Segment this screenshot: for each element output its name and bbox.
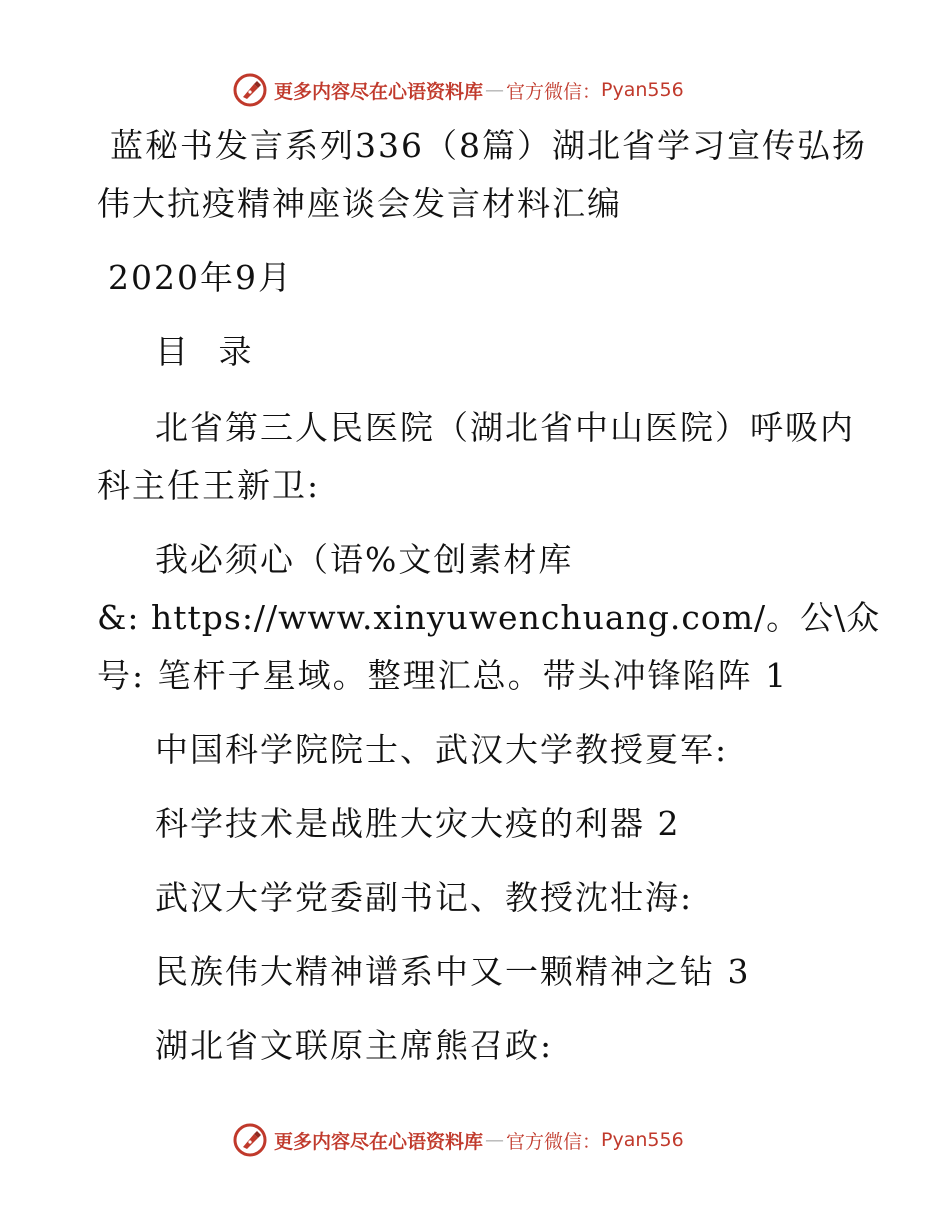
toc-line: 中国科学院院士、武汉大学教授夏军: <box>155 730 729 769</box>
toc-line: 湖北省文联原主席熊召政: <box>155 1026 554 1065</box>
watermark-brand: 更多内容尽在心语资料库 <box>274 1130 484 1153</box>
header-watermark <box>232 70 732 110</box>
toc-line: 武汉大学党委副书记、教授沈壮海: <box>155 878 694 917</box>
pen-nib-circle-icon <box>232 1122 268 1158</box>
toc-line: 我必须心（语%文创素材库 <box>155 540 574 579</box>
document-date: 2020年9月 <box>108 258 293 297</box>
footer-watermark <box>232 1120 732 1160</box>
toc-line: 号: 笔杆子星域。整理汇总。带头冲锋陷阵 1 <box>97 656 789 695</box>
pen-nib-circle-icon <box>232 72 268 108</box>
watermark-wechat-id: Pyan556 <box>601 1129 684 1151</box>
document-title-line-2: 伟大抗疫精神座谈会发言材料汇编 <box>97 184 622 223</box>
toc-line: 北省第三人民医院（湖北省中山医院）呼吸内 <box>155 408 855 447</box>
watermark-wechat-label: 官方微信： <box>506 1130 602 1153</box>
watermark-separator: — <box>485 1129 505 1151</box>
toc-line: 科主任王新卫: <box>97 466 321 505</box>
toc-heading: 目 录 <box>155 332 262 371</box>
document-title-line-1: 蓝秘书发言系列336（8篇）湖北省学习宣传弘扬 <box>110 126 867 165</box>
watermark-brand: 更多内容尽在心语资料库 <box>274 80 484 103</box>
toc-line: &: https://www.xinyuwenchuang.com/。公\众 <box>97 598 881 637</box>
toc-line: 民族伟大精神谱系中又一颗精神之钻 3 <box>155 952 751 991</box>
watermark-separator: — <box>485 79 505 101</box>
watermark-wechat-label: 官方微信： <box>506 80 602 103</box>
watermark-wechat-id: Pyan556 <box>601 79 684 101</box>
toc-line: 科学技术是战胜大灾大疫的利器 2 <box>155 804 681 843</box>
